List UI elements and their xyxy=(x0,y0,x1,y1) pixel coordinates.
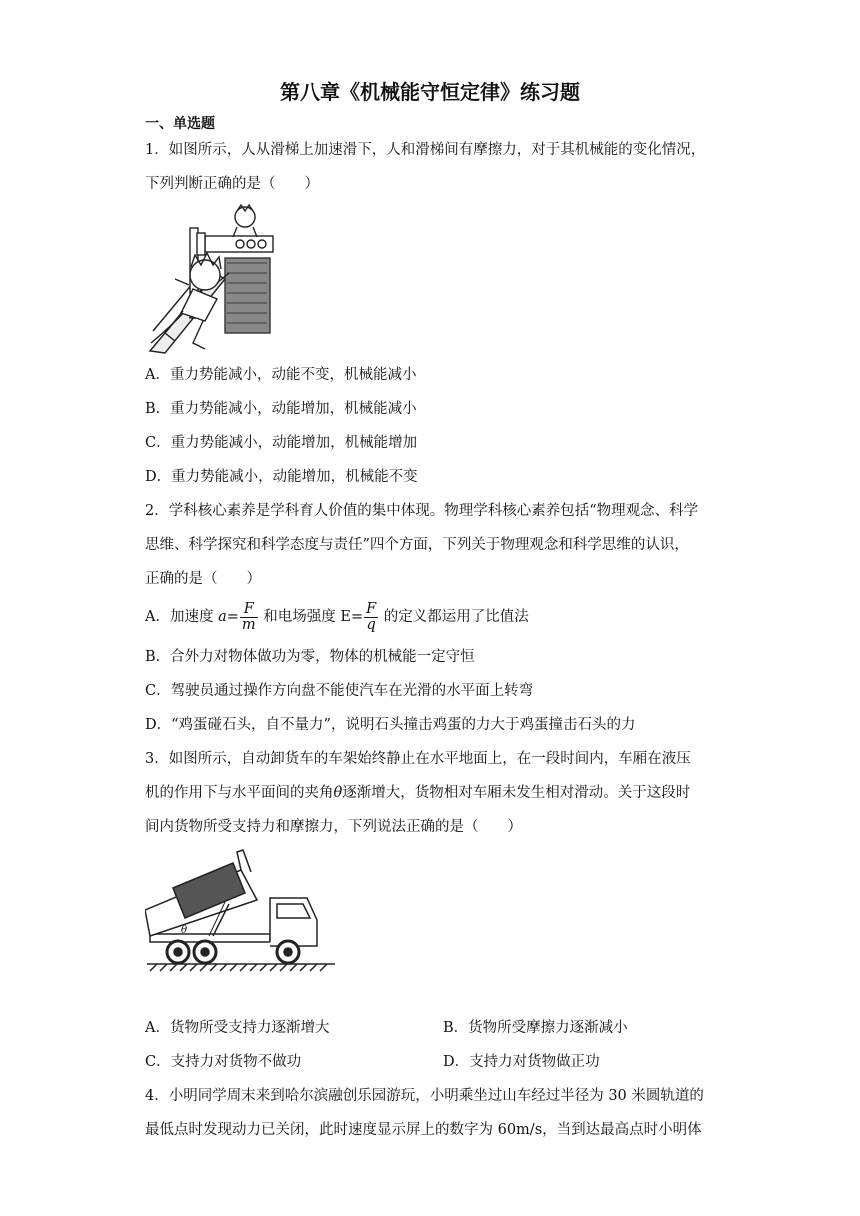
q3-option-d: D．支持力对货物做正功 xyxy=(443,1054,600,1070)
q3-option-c: C．支持力对货物不做功 xyxy=(145,1054,302,1070)
q2-stem-line1: 2．学科核心素养是学科育人价值的集中体现。物理学科核心素养包括“物理观念、科学 xyxy=(145,503,699,519)
q3-option-a: A．货物所受支持力逐渐增大 xyxy=(145,1020,330,1036)
q1-option-d: D．重力势能减小，动能增加，机械能不变 xyxy=(145,469,418,485)
q2-fraction-f-over-q xyxy=(364,602,378,633)
q3-stem-line2-pre: 机的作用下与水平面间的夹角 xyxy=(145,785,334,801)
q1-stem-line1: 1．如图所示，人从滑梯上加速滑下，人和滑梯间有摩擦力，对于其机械能的变化情况， xyxy=(145,142,706,158)
q2-field-symbol: E= xyxy=(340,609,364,625)
q3-option-b: B．货物所受摩擦力逐渐减小 xyxy=(443,1020,628,1036)
q2-frac2-numerator: F xyxy=(366,600,377,617)
q3-stem-line3: 间内货物所受支持力和摩擦力，下列说法正确的是（ ） xyxy=(145,819,522,835)
q4-stem-line1: 4．小明同学周末来到哈尔滨融创乐园游玩，小明乘坐过山车经过半径为 30 米圆轨道的 xyxy=(145,1088,704,1104)
q1-option-a: A．重力势能减小，动能不变，机械能减小 xyxy=(145,367,417,383)
page-title: 第八章《机械能守恒定律》练习题 xyxy=(280,80,580,104)
q2-stem-line3: 正确的是（ ） xyxy=(145,571,261,587)
q2-option-a-prefix: A．加速度 xyxy=(145,609,214,625)
q2-accel-symbol: a= xyxy=(218,609,239,625)
q2-option-a-suffix: 的定义都运用了比值法 xyxy=(383,609,529,625)
q2-frac1-numerator: F xyxy=(240,602,258,618)
q2-fraction-f-over-m xyxy=(240,602,258,633)
dump-truck-figure xyxy=(145,848,340,973)
q3-theta-symbol: θ xyxy=(333,785,343,801)
q2-stem-line2: 思维、科学探究和科学态度与责任”四个方面，下列关于物理观念和科学思维的认识， xyxy=(145,537,689,553)
truck-theta-label: θ xyxy=(181,925,188,936)
q2-option-a xyxy=(145,600,529,634)
section-heading: 一、单选题 xyxy=(145,116,215,132)
q1-option-b: B．重力势能减小，动能增加，机械能减小 xyxy=(145,401,417,417)
slide-figure xyxy=(145,203,275,355)
q2-option-c: C．驾驶员通过操作方向盘不能使汽车在光滑的水平面上转弯 xyxy=(145,683,534,699)
q2-option-a-mid: 和电场强度 xyxy=(263,609,336,625)
q2-frac2-denominator: q xyxy=(366,616,376,633)
q4-stem-line2: 最低点时发现动力已关闭，此时速度显示屏上的数字为 60m/s，当到达最高点时小明体 xyxy=(145,1122,702,1138)
q1-option-c: C．重力势能减小，动能增加，机械能增加 xyxy=(145,435,418,451)
q3-stem-line2 xyxy=(145,783,690,803)
q1-stem-line2: 下列判断正确的是（ ） xyxy=(145,176,319,192)
q2-option-b: B．合外力对物体做功为零，物体的机械能一定守恒 xyxy=(145,649,475,665)
q3-stem-line2-post: 逐渐增大，货物相对车厢未发生相对滑动。关于这段时 xyxy=(342,785,691,801)
q2-option-d: D．“鸡蛋碰石头，自不量力”，说明石头撞击鸡蛋的力大于鸡蛋撞击石头的力 xyxy=(145,717,636,733)
q3-stem-line1: 3．如图所示，自动卸货车的车架始终静止在水平地面上，在一段时间内，车厢在液压 xyxy=(145,751,691,767)
q2-frac1-denominator: m xyxy=(241,616,256,633)
